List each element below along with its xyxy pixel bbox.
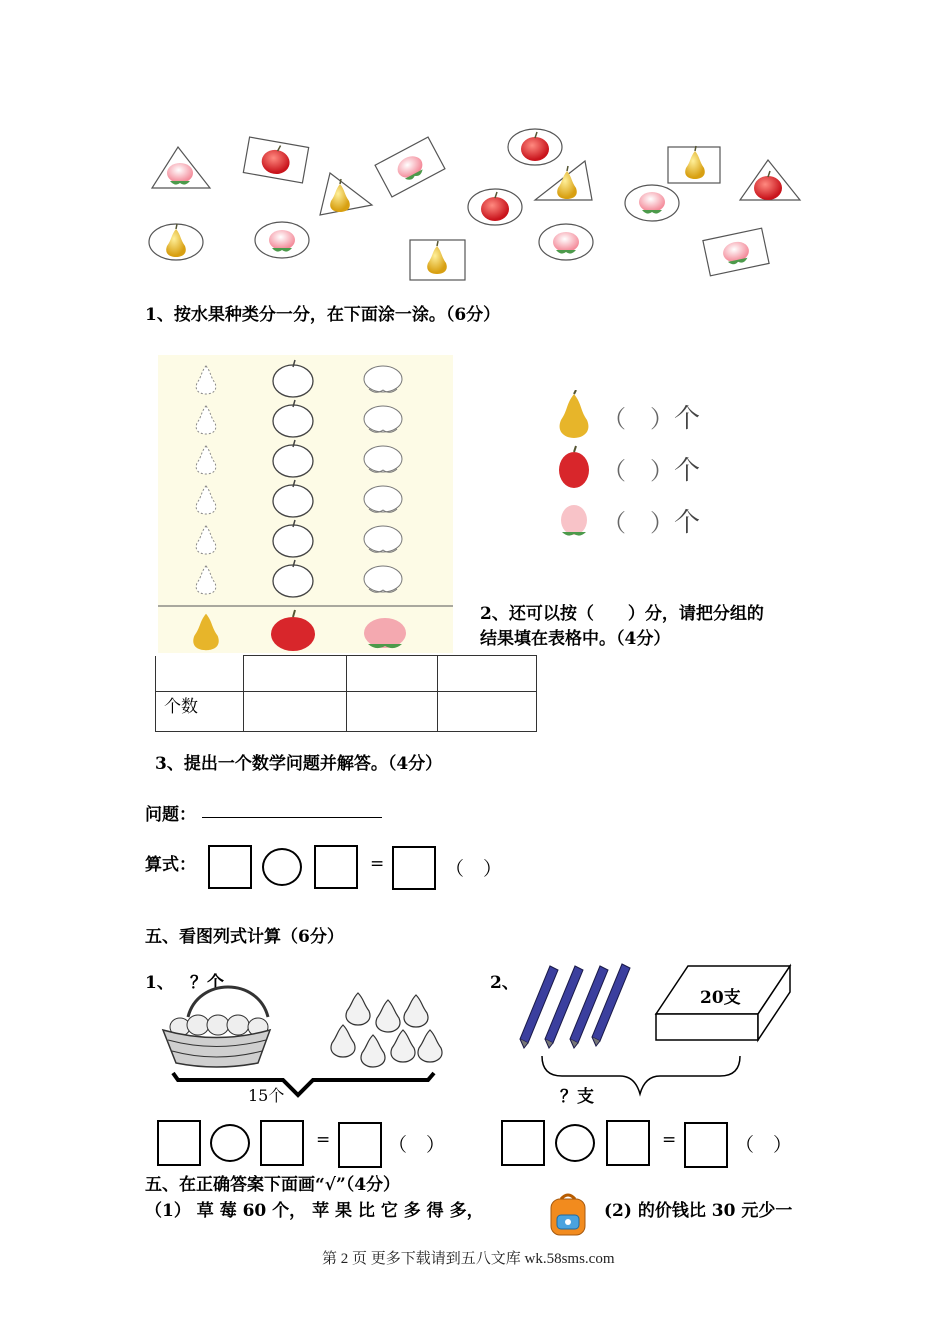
- box-label: 20支: [700, 988, 741, 1008]
- basket-pears-illustration: [158, 985, 453, 1100]
- formula-box-1[interactable]: [208, 845, 252, 889]
- question-prompt-label: 问题：: [145, 805, 196, 825]
- answer-table[interactable]: [155, 655, 537, 732]
- problem-2-number: 2、: [490, 973, 519, 993]
- problem-2-unknown: ？支: [560, 1087, 594, 1107]
- question-1-label: 1、按水果种类分一分，在下面涂一涂。（6分）: [145, 305, 501, 325]
- question-2-line2: 结果填在表格中。（4分）: [480, 629, 671, 649]
- total-brace: [173, 1073, 434, 1095]
- formula-label: 算式：: [145, 855, 196, 875]
- section-5-title: 五、看图列式计算（6分）: [145, 927, 344, 947]
- equals-sign: =: [370, 854, 385, 874]
- pen-icons: [520, 964, 630, 1048]
- p1-result-box[interactable]: [338, 1122, 382, 1168]
- p1-box-2[interactable]: [260, 1120, 304, 1166]
- peach-count-unit: 个: [674, 507, 701, 538]
- p1-equals: =: [316, 1130, 331, 1150]
- table-cell[interactable]: [438, 692, 537, 732]
- p2-equals: =: [662, 1130, 677, 1150]
- pens-box-illustration: [510, 958, 800, 1098]
- formula-result-box[interactable]: [392, 846, 436, 890]
- problem-1-unknown: ？个: [190, 973, 224, 993]
- question-line-1-right: (2) 的价钱比 30 元少一: [604, 1201, 793, 1221]
- table-cell[interactable]: [347, 692, 438, 732]
- p2-operator-circle[interactable]: [555, 1124, 595, 1162]
- table-row-label: 个数: [156, 692, 244, 732]
- loose-pears: [331, 993, 442, 1067]
- pear-count-blank[interactable]: （ ）: [602, 404, 674, 433]
- unit-blank[interactable]: （ ）: [445, 858, 503, 880]
- question-3-label: 3、提出一个数学问题并解答。（4分）: [155, 754, 443, 774]
- table-cell[interactable]: [244, 692, 347, 732]
- apple-icon: [558, 442, 590, 494]
- apple-count-blank[interactable]: （ ）: [602, 456, 674, 485]
- question-answer-line[interactable]: [202, 817, 382, 818]
- peach-icon: [558, 494, 590, 546]
- peach-count-blank[interactable]: （ ）: [602, 508, 674, 537]
- pear-count-unit: 个: [674, 403, 701, 434]
- p1-box-1[interactable]: [157, 1120, 201, 1166]
- p2-unit-blank[interactable]: （ ）: [735, 1134, 793, 1156]
- formula-box-2[interactable]: [314, 845, 358, 889]
- backpack-icon: [545, 1193, 591, 1239]
- page-footer: 第 2 页 更多下载请到五八文库 wk.58sms.com: [322, 1251, 615, 1267]
- p2-box-2[interactable]: [606, 1120, 650, 1166]
- question-2-line1: 2、还可以按（ ）分，请把分组的: [480, 604, 764, 624]
- p2-result-box[interactable]: [684, 1122, 728, 1168]
- basket-icon: [163, 987, 270, 1067]
- formula-operator-circle[interactable]: [262, 848, 302, 886]
- problem-1-total: 15个: [248, 1086, 285, 1105]
- pear-icon: [558, 390, 590, 442]
- p1-operator-circle[interactable]: [210, 1124, 250, 1162]
- section-6-title: 五、在正确答案下面画“√”（4分）: [145, 1175, 401, 1195]
- p1-unit-blank[interactable]: （ ）: [388, 1134, 446, 1156]
- fruit-count-list: [558, 390, 700, 546]
- fruit-shapes-scene: [140, 125, 820, 285]
- problem-1-number: 1、: [145, 973, 174, 993]
- coloring-chart[interactable]: [158, 355, 453, 653]
- question-line-1-left: （1） 草 莓 60 个， 苹 果 比 它 多 得 多，: [145, 1201, 484, 1221]
- apple-count-unit: 个: [674, 455, 701, 486]
- p2-box-1[interactable]: [501, 1120, 545, 1166]
